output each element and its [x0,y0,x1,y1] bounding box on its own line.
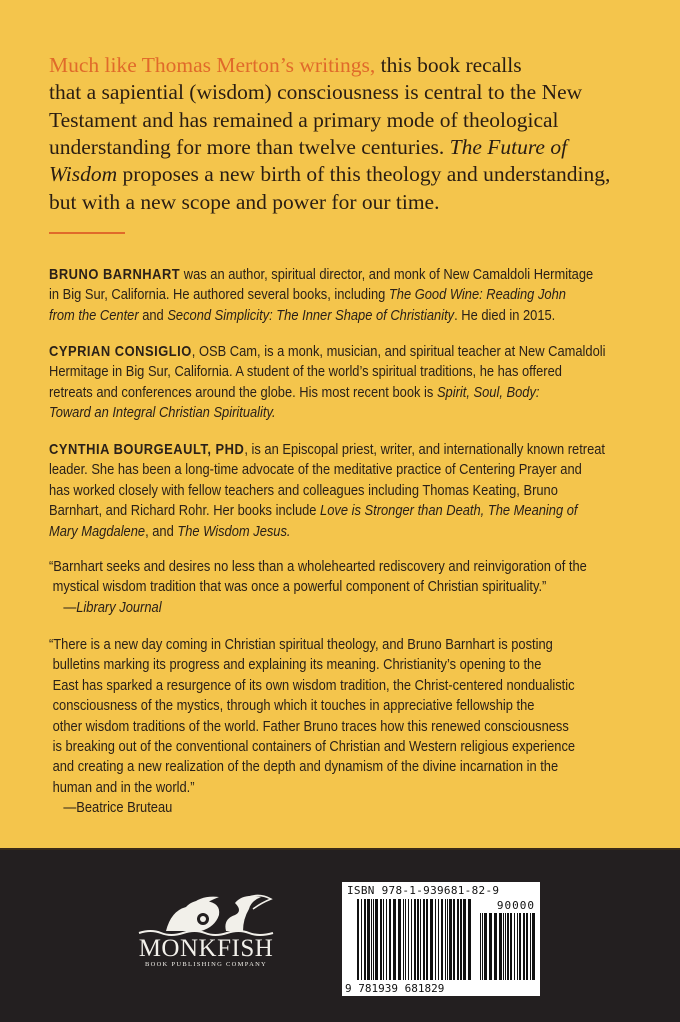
barcode-bar [383,899,384,980]
barcode-bar [405,899,406,980]
barcode-bar [364,899,366,980]
barcode-bar [457,899,459,980]
barcode-bar [435,899,436,980]
text-segment: retreats and conferences around the globe. His most recent book is [49,383,437,401]
text-segment: human and in the world.” [49,778,195,796]
italic-title: Library Journal [76,598,162,616]
text-line [49,363,562,380]
text-segment: “There is a new day coming in Christian spiritual theology, and Bruno Barnhart is posting [49,636,553,653]
barcode-bar [514,913,515,980]
barcode-bar [393,899,396,980]
text-line [49,108,559,133]
text-line [49,758,558,775]
text-segment: other wisdom traditions of the world. Father Bruno traces how this renewed consciousness [49,717,569,735]
barcode-bar [532,913,535,980]
text-line [49,80,582,105]
text-segment: leader. She has been a long-time advocate of the meditative practice of Centering Prayer and [49,461,582,479]
barcode-bar [505,913,506,980]
text-segment: bulletins marking its progress and explaining its meaning. Christianity’s opening to the [49,656,542,674]
text-segment: mystical wisdom tradition that was once a powerful component of Christian spirituality.” [49,578,547,596]
text-segment: , OSB Cam, is a monk, musician, and spiritual teacher at New Camaldoli [191,343,606,360]
text-line [49,461,582,478]
barcode-bar [530,913,531,980]
barcode-bar [489,913,492,980]
text-segment: is breaking out of the conventional containers of Christian and Western religious experience [49,738,576,755]
italic-title: Mary Magdalene [49,522,146,540]
price-addon-text: 90000 [496,899,535,912]
text-segment: and [138,306,168,324]
text-segment: but with a new scope and power for our time. [49,189,440,214]
barcode-bar [460,899,462,980]
text-line [49,523,291,540]
text-segment: , is an Episcopal priest, writer, and internationally known retreat [244,441,606,458]
text-line [49,718,569,735]
text-segment: — [49,598,77,616]
barcode-bar [357,899,359,980]
barcode-bar [484,913,487,980]
divider-rule [49,232,125,234]
text-segment: in Big Sur, California. He authored several books, including [49,286,389,304]
text-segment: “Barnhart seeks and desires no less than a wholehearted rediscovery and reinvigoration of the [49,558,587,575]
isbn-text: ISBN 978-1-939681-82-9 [347,884,500,897]
author-name: CYNTHIA BOURGEAULT, PHD [49,441,245,458]
italic-title: Love is Stronger than Death, The Meaning of [320,502,578,520]
text-segment: East has sparked a resurgence of its own wisdom tradition, the Christ-centered nondualistic [49,676,575,694]
barcode-bar [480,913,481,980]
text-line [49,578,546,595]
barcode-bar [507,913,509,980]
text-line [49,738,575,755]
text-line [49,482,558,499]
text-segment: —Beatrice Bruteau [49,799,173,817]
barcode-bar [494,913,497,980]
barcode-bar [510,913,512,980]
barcode-bar [445,899,446,980]
text-segment: and creating a new realization of the depth and dynamism of the divine incarnation in the [49,758,559,776]
text-segment: that a sapiential (wisdom) consciousness is central to the New [49,80,583,105]
barcode-bar [441,899,443,980]
text-line [49,343,605,360]
barcode-bar [482,913,483,980]
text-line [49,656,541,673]
text-segment: understanding for more than twelve centuries. [49,134,450,159]
barcode-bar [430,899,433,980]
barcode-bar [423,899,425,980]
text-line [49,558,587,575]
barcode-bar [367,899,370,980]
barcode-bar [403,899,404,980]
text-line [49,502,577,519]
text-segment: consciousness of the mystics, through which it touches in appreciative fellowship the [49,697,535,715]
barcode-bar [463,899,466,980]
barcode-bar [526,913,528,980]
barcode-bar [361,899,362,980]
barcode-bar [398,899,401,980]
text-segment: proposes a new birth of this theology and understanding, [117,162,611,187]
barcode-bar [411,899,412,980]
barcode-bar [373,899,374,980]
text-line [49,190,439,215]
barcode-bar [414,899,416,980]
barcode-bar [380,899,382,980]
barcode-bar [438,899,439,980]
text-segment: this book recalls [375,53,522,77]
text-segment: . He died in 2015. [454,306,556,324]
italic-title: The Future of [449,134,568,159]
text-line [49,135,567,160]
barcode-bar [389,899,391,980]
author-name: CYPRIAN CONSIGLIO [49,343,192,360]
text-line [49,266,593,283]
publisher-name: MONKFISH [138,935,274,962]
text-line [49,441,605,458]
text-line [49,307,555,324]
text-line [49,599,162,616]
publisher-logo [128,893,284,968]
text-line [49,677,575,694]
barcode-bar [499,913,502,980]
isbn-barcode [342,882,540,996]
text-segment: Barnhart, and Richard Rohr. Her books include [49,502,321,520]
text-segment: , and [145,522,178,540]
italic-title: Toward an Integral Christian Spirituality. [49,404,276,422]
barcode-bar [386,899,387,980]
barcode-bar [517,913,518,980]
barcode-bar [468,899,471,980]
text-segment: Hermitage in Big Sur, California. A student of the world’s spiritual traditions, he has offered [49,363,562,381]
text-line [49,286,566,303]
text-line [49,162,610,187]
author-name: BRUNO BARNHART [49,266,181,283]
italic-title: Wisdom [49,162,118,187]
barcode-bar [420,899,421,980]
text-segment: has worked closely with fellow teachers and colleagues including Thomas Keating, Bruno [49,481,558,499]
text-line [49,384,539,401]
barcode-bar [408,899,409,980]
italic-title: The Wisdom Jesus. [177,522,291,540]
text-line [49,697,534,714]
italic-title: The Good Wine: Reading John [388,286,566,304]
text-line [49,53,522,78]
barcode-bar [519,913,521,980]
publisher-subtitle: BOOK PUBLISHING COMPANY [144,961,268,968]
sea-monster-icon [131,893,281,937]
italic-title: from the Center [49,306,139,324]
barcode-bar [375,899,378,980]
barcode-bar [449,899,452,980]
italic-title: Spirit, Soul, Body: [436,383,540,401]
ean-digits: 9 781939 681829 [345,982,445,995]
footer-band [0,848,680,1022]
barcode-bar [447,899,448,980]
text-line [49,799,172,816]
barcode-bar [426,899,428,980]
barcode-bar [371,899,372,980]
text-line [49,636,553,653]
italic-title: Second Simplicity: The Inner Shape of Christianity [167,306,455,324]
accent-text: Much like Thomas Merton’s writings, [49,53,376,77]
barcode-bar [503,913,504,980]
barcode-bar [523,913,525,980]
text-segment: was an author, spiritual director, and monk of New Camaldoli Hermitage [180,266,594,283]
text-line [49,404,276,421]
barcode-bar [453,899,455,980]
text-line [49,779,195,796]
barcode-bar [417,899,419,980]
text-segment: Testament and has remained a primary mode of theological [49,107,559,132]
